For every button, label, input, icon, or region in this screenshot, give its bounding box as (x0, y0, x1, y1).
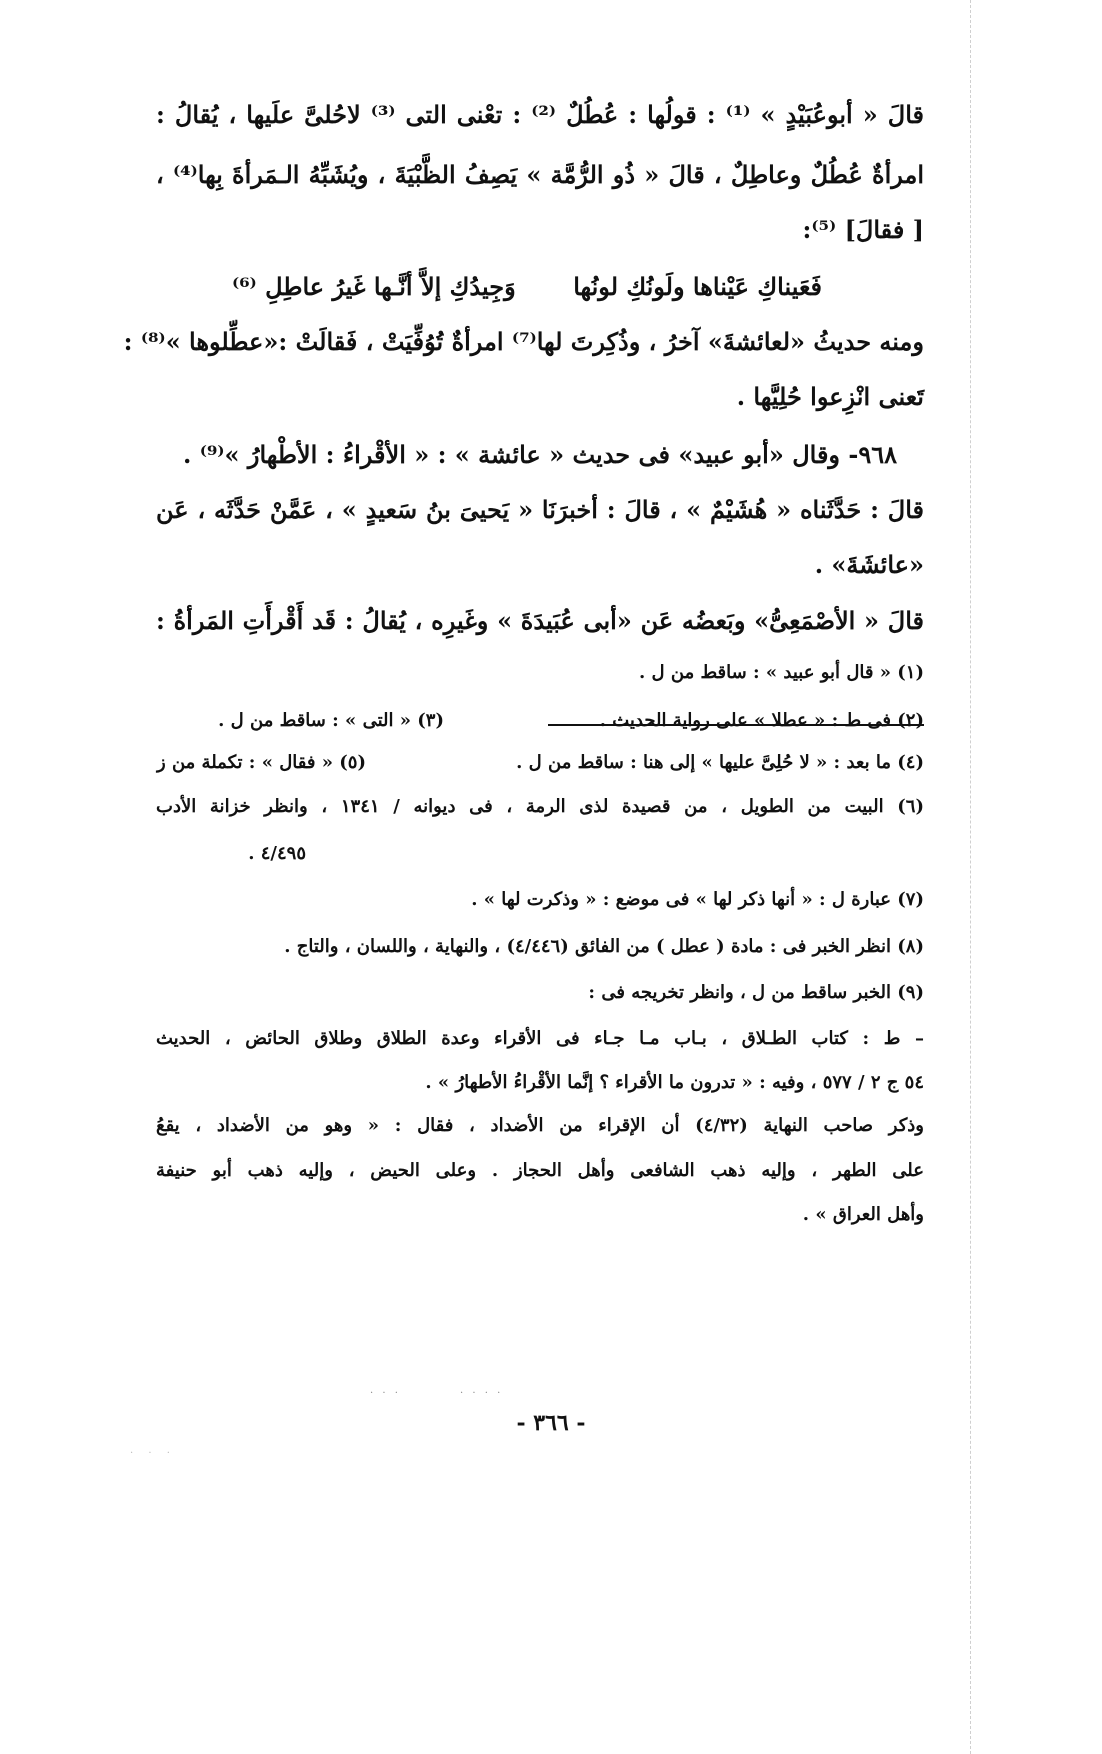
footnote: (٥) « فقال » : تكملة من ز (156, 752, 366, 773)
footnote: (١) « قال أبو عبيد » : ساقط من ل . (638, 662, 924, 683)
footnote-detail: وأهل العراق » . (802, 1204, 924, 1225)
main-text-line: تَعنى انْزِعوا حُلِيَّها . (736, 382, 924, 411)
footnote-detail: وذكر صاحب النهاية (٤/٣٢) أن الإقراء من الأضداد ، فقال : « وهو من الأضداد ، يقعُ (156, 1115, 924, 1136)
footnote: (٨) انظر الخبر فى : مادة ( عطل ) من الفائق (٤/٤٤٦) ، والنهاية ، واللسان ، والتاج . (284, 936, 924, 957)
main-text-line: امرأةٌ عُطُلٌ وعاطِلٌ ، قالَ « ذُو الرُّمَّة » يَصِفُ الظَّبْيَةَ ، ويُشَبِّهُ الـمَرأةَ بِها⁽⁴⁾ ، (156, 160, 925, 189)
verse-first-hemistich: فَعَيناكِ عَيْناها ولَونُكِ لونُها (573, 272, 822, 301)
footnote-detail: على الطهر ، وإليه ذهب الشافعى وأهل الحجاز . وعلى الحيض ، وإليه ذهب أبو حنيفة (156, 1160, 924, 1181)
footnote: (٣) « التى » : ساقط من ل . (218, 710, 444, 731)
main-text-line: قالَ : حَدَّثَناه « هُشَيْمٌ » ، قالَ : أخبرَنَا « يَحيىَ بنُ سَعيدٍ » ، عَمَّنْ حَدَّثَه ، عَن (156, 495, 924, 524)
footnote: (٧) عبارة ل : « أنها ذكر لها » فى موضع : « وذكرت لها » . (471, 889, 924, 910)
footnote: (٤) ما بعد : « لا حُلِىَّ عليها » إلى هنا : ساقط من ل . (516, 752, 924, 773)
footnote: (٦) البيت من الطويل ، من قصيدة لذى الرمة ، فى ديوانه / ١٣٤١ ، وانظر خزانة الأدب (156, 796, 924, 817)
main-text-line: قالَ « الأصْمَعِىُّ» وبَعضُه عَن «أبى عُبَيدَةَ » وغَيرِه ، يُقالُ : قَد أَقْرأَتِ المَرأةُ : (156, 606, 924, 635)
scan-dots: . . . (130, 1445, 176, 1456)
footnote-continuation: ٤/٤٩٥ . (248, 843, 306, 864)
main-text-line: ومنه حديثُ «لعائشةَ» آخرُ ، وذُكِرتَ لها⁽⁷⁾ امرأةٌ تُوُفِّيَتْ ، فَقالَتْ :«عطِّلوها »⁽⁸⁾ : (123, 327, 924, 356)
main-text-line: قالَ « أبوعُبَيْدٍ » ⁽¹⁾ : قولُها : عُطُلٌ ⁽²⁾ : تعْنى التى ⁽³⁾ لاحُلىَّ علَيها ، يُقالُ : (156, 100, 924, 129)
verse-second-hemistich: وَجِيدُكِ إلاَّ أنَّـها غَيرُ عاطِلِ ⁽⁶⁾ (232, 272, 516, 301)
page-number: - ٣٦٦ - (516, 1410, 586, 1436)
main-text-line: [ فقالَ] ⁽⁵⁾: (802, 215, 924, 244)
footnote-detail: ٥٤ ج ٢ / ٥٧٧ ، وفيه : « تدرون ما الأقراء ؟ إنَّما الأقْراءُ الأطهارُ » . (425, 1072, 924, 1093)
scan-dots: . . . . (460, 1385, 504, 1396)
scan-edge (970, 0, 971, 1754)
main-text-line: «عائشَةَ» . (814, 550, 924, 579)
entry-968-heading: ٩٦٨- وقال «أبو عبيد» فى حديث « عائشة » : « الأقْراءُ : الأطْهارُ »⁽⁹⁾ . (182, 440, 897, 469)
footnote-detail: – ط : كتاب الطـلاق ، بـاب مـا جـاء فى الأقراء وعدة الطلاق وطلاق الحائض ، الحديث (156, 1028, 924, 1049)
footnote: (٩) الخبر ساقط من ل ، وانظر تخريجه فى : (588, 982, 924, 1003)
scan-dots: . . . (370, 1385, 401, 1396)
footnote: (٢) فى ط : « عطلا » على رواية الحديث . (599, 710, 924, 731)
